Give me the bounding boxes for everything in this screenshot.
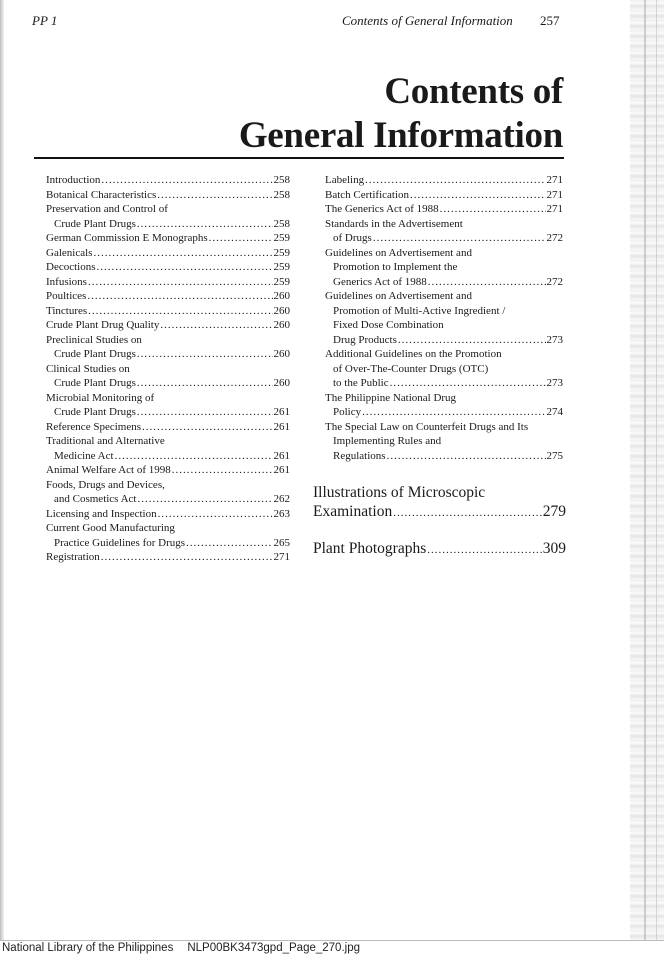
leader-dots xyxy=(365,173,545,188)
toc-entry[interactable] xyxy=(325,391,563,420)
toc-entry-title: Promotion to Implement the xyxy=(333,261,458,273)
toc-entry-row xyxy=(325,405,563,420)
page-title xyxy=(239,70,563,158)
toc-entry-title: Preservation and Control of xyxy=(46,203,168,215)
toc-column-right xyxy=(325,173,563,463)
toc-entry[interactable] xyxy=(325,173,563,188)
toc-entry-page: 261 xyxy=(273,449,290,462)
toc-entry-line xyxy=(325,420,563,435)
toc-entry-row xyxy=(325,333,563,348)
toc-column-left xyxy=(46,173,290,565)
toc-entry-title: of Drugs xyxy=(333,232,372,244)
toc-entry-row xyxy=(46,304,290,319)
toc-entry-row xyxy=(46,188,290,203)
toc-entry[interactable] xyxy=(325,347,563,391)
toc-entry-row xyxy=(46,550,290,565)
toc-entry[interactable] xyxy=(325,420,563,464)
leader-dots xyxy=(101,173,272,188)
leader-dots xyxy=(138,492,273,507)
leader-dots xyxy=(88,304,272,319)
toc-entry[interactable] xyxy=(46,231,290,246)
toc-entry-page: 260 xyxy=(273,319,290,331)
toc-entry[interactable] xyxy=(46,289,290,304)
toc-entry-title: Drug Products xyxy=(333,333,397,346)
toc-entry-page: 263 xyxy=(273,507,290,520)
scan-edge-right xyxy=(630,0,664,940)
toc-entry-page: 259 xyxy=(273,275,290,288)
toc-entry-row xyxy=(325,188,563,203)
toc-entry[interactable] xyxy=(325,217,563,246)
toc-entry-row xyxy=(46,463,290,478)
toc-entry-line xyxy=(46,202,290,217)
toc-entry-row xyxy=(46,536,290,551)
toc-entry-title: Promotion of Multi-Active Ingredient / xyxy=(333,304,506,317)
toc-entry-line xyxy=(325,434,563,449)
toc-entry-page: 261 xyxy=(273,406,290,418)
toc-entry[interactable] xyxy=(46,420,290,435)
toc-entry[interactable] xyxy=(46,188,290,203)
toc-entry-title: Galenicals xyxy=(46,246,93,259)
footer xyxy=(2,942,360,954)
toc-entry-row xyxy=(46,173,290,188)
leader-dots xyxy=(186,536,272,551)
toc-entry-title: Practice Guidelines for Drugs xyxy=(54,536,186,549)
toc-entry-page: 262 xyxy=(273,493,290,505)
toc-major-plants-label: Plant Photographs xyxy=(313,540,427,557)
toc-entry-row xyxy=(46,231,290,246)
toc-entry-page: 272 xyxy=(546,232,563,244)
toc-entry-page: 273 xyxy=(546,377,563,389)
toc-major-illustrations-line1: Illustrations of Microscopic xyxy=(313,484,486,501)
toc-entry-page: 273 xyxy=(546,333,563,346)
toc-entry-title: Medicine Act xyxy=(54,449,114,462)
leader-dots xyxy=(137,376,273,391)
toc-entry-page: 259 xyxy=(273,261,290,273)
header-left-label: PP 1 xyxy=(32,13,58,28)
toc-entry-page: 260 xyxy=(273,304,290,317)
toc-entry-title: Poultices xyxy=(46,290,87,302)
toc-entry[interactable] xyxy=(46,202,290,231)
toc-entry-line xyxy=(325,362,563,377)
toc-entry-title: of Over-The-Counter Drugs (OTC) xyxy=(333,362,489,375)
toc-entry-title: Tinctures xyxy=(46,304,88,317)
footer-library: National Library of the Philippines xyxy=(2,942,174,954)
toc-entry-page: 258 xyxy=(273,217,290,230)
toc-entry[interactable] xyxy=(46,333,290,362)
leader-dots xyxy=(160,318,272,333)
toc-entry[interactable] xyxy=(46,521,290,550)
leader-dots xyxy=(93,246,272,261)
leader-dots xyxy=(157,188,272,203)
toc-entry-line xyxy=(325,304,563,319)
leader-dots xyxy=(137,347,273,362)
toc-entry-line xyxy=(46,333,290,348)
toc-entry-line xyxy=(325,318,563,333)
toc-entry-title: Animal Welfare Act of 1998 xyxy=(46,464,171,476)
toc-entry-title: Policy xyxy=(333,406,362,418)
leader-dots xyxy=(115,449,273,464)
toc-entry[interactable] xyxy=(46,318,290,333)
leader-dots xyxy=(172,463,273,478)
leader-dots xyxy=(137,405,273,420)
toc-entry-row xyxy=(46,260,290,275)
toc-entry[interactable] xyxy=(325,289,563,347)
toc-major-illustrations-page: 279 xyxy=(542,503,566,520)
page-number: 257 xyxy=(540,13,560,28)
leader-dots xyxy=(393,507,542,519)
toc-entry-row xyxy=(325,231,563,246)
toc-entry[interactable] xyxy=(325,246,563,290)
toc-entry-page: 271 xyxy=(546,174,563,186)
leader-dots xyxy=(142,420,273,435)
running-header-title: Contents of General Information xyxy=(342,13,513,28)
toc-entry-row xyxy=(46,246,290,261)
footer-file: NLP00BK3473gpd_Page_270.jpg xyxy=(187,942,360,954)
leader-dots xyxy=(390,376,546,391)
leader-dots xyxy=(87,289,272,304)
toc-entry-line xyxy=(46,434,290,449)
toc-entry[interactable] xyxy=(46,391,290,420)
toc-entry[interactable] xyxy=(46,246,290,261)
toc-entry-row xyxy=(325,376,563,391)
toc-entry[interactable] xyxy=(46,434,290,463)
toc-entry-page: 261 xyxy=(273,420,290,433)
toc-entry-title: Registration xyxy=(46,551,100,563)
toc-entry[interactable] xyxy=(46,478,290,507)
toc-entry-line xyxy=(46,362,290,377)
toc-entry-row xyxy=(46,289,290,304)
toc-major-illustrations[interactable] xyxy=(313,503,566,521)
leader-dots xyxy=(410,188,546,203)
toc-entry[interactable] xyxy=(46,550,290,565)
toc-entry-page: 260 xyxy=(273,377,290,389)
toc-entry-page: 275 xyxy=(546,449,563,462)
toc-entry-page: 259 xyxy=(273,246,290,259)
toc-entry-row xyxy=(325,173,563,188)
toc-entry-page: 271 xyxy=(546,203,563,215)
toc-major-plants[interactable] xyxy=(313,540,566,558)
toc-entry-line xyxy=(46,391,290,406)
toc-entry-row xyxy=(46,449,290,464)
toc-entry-title: Licensing and Inspection xyxy=(46,507,157,520)
leader-dots xyxy=(96,260,272,275)
toc-entry-title: to the Public xyxy=(333,377,389,389)
toc-entry-line xyxy=(325,217,563,232)
leader-dots xyxy=(158,507,273,522)
toc-entry-title: Decoctions xyxy=(46,261,96,273)
toc-entry-row xyxy=(46,492,290,507)
toc-entry-line xyxy=(325,260,563,275)
leader-dots xyxy=(362,405,545,420)
toc-entry-title: German Commission E Monographs xyxy=(46,232,208,244)
toc-entry-page: 260 xyxy=(273,290,290,302)
toc-entry-title: The Philippine National Drug xyxy=(325,391,457,404)
toc-entry-page: 271 xyxy=(546,188,563,201)
toc-entry-title: Fixed Dose Combination xyxy=(333,319,444,331)
toc-entry[interactable] xyxy=(325,188,563,203)
toc-major-illustrations-line2: Examination xyxy=(313,503,393,520)
toc-entry-page: 260 xyxy=(273,348,290,360)
toc-entry-row xyxy=(46,420,290,435)
toc-entry-title: Botanical Characteristics xyxy=(46,188,157,201)
toc-entry-title: Generics Act of 1988 xyxy=(333,275,427,288)
toc-entry-title: Crude Plant Drugs xyxy=(54,348,136,360)
title-rule xyxy=(34,157,564,159)
toc-entry-page: 258 xyxy=(273,174,290,186)
scan-edge-line xyxy=(644,0,646,940)
toc-entry[interactable] xyxy=(46,362,290,391)
leader-dots xyxy=(440,202,546,217)
leader-dots xyxy=(398,333,546,348)
toc-entry-row xyxy=(325,449,563,464)
toc-entry-title: Implementing Rules and xyxy=(333,435,442,447)
toc-entry-row xyxy=(325,275,563,290)
toc-entry[interactable] xyxy=(46,304,290,319)
toc-entry-title: Current Good Manufacturing xyxy=(46,522,175,534)
toc-entry[interactable] xyxy=(325,202,563,217)
toc-entry-row xyxy=(46,347,290,362)
toc-entry[interactable] xyxy=(46,507,290,522)
toc-entry-title: Additional Guidelines on the Promotion xyxy=(325,348,502,360)
toc-entry-row xyxy=(46,217,290,232)
toc-entry-row xyxy=(46,405,290,420)
toc-entry-title: Reference Specimens xyxy=(46,420,141,433)
toc-major-plants-page: 309 xyxy=(542,540,566,557)
leader-dots xyxy=(88,275,273,290)
toc-entry-title: Batch Certification xyxy=(325,188,409,201)
leader-dots xyxy=(387,449,546,464)
toc-entry-row xyxy=(46,507,290,522)
toc-entry-title: The Special Law on Counterfeit Drugs and Its xyxy=(325,420,529,433)
toc-entry[interactable] xyxy=(46,173,290,188)
toc-entry-title: Traditional and Alternative xyxy=(46,435,165,447)
toc-entry-title: Labeling xyxy=(325,174,365,186)
toc-entry-page: 258 xyxy=(273,188,290,201)
toc-entry-title: Foods, Drugs and Devices, xyxy=(46,478,165,491)
toc-entry[interactable] xyxy=(46,463,290,478)
leader-dots xyxy=(427,544,542,556)
toc-entry[interactable] xyxy=(46,260,290,275)
toc-entry-title: Crude Plant Drugs xyxy=(54,217,136,230)
leader-dots xyxy=(137,217,273,232)
toc-entry-title: Crude Plant Drugs xyxy=(54,377,136,389)
toc-entry-title: Infusions xyxy=(46,275,87,288)
toc-entry-row xyxy=(46,275,290,290)
toc-entry-line xyxy=(325,289,563,304)
toc-entry-page: 272 xyxy=(546,275,563,288)
leader-dots xyxy=(428,275,546,290)
scan-edge-line xyxy=(656,0,657,940)
toc-entry-row xyxy=(325,202,563,217)
toc-entry-title: Crude Plant Drug Quality xyxy=(46,319,160,331)
toc-entry-line xyxy=(46,521,290,536)
leader-dots xyxy=(209,231,273,246)
toc-entry-title: Preclinical Studies on xyxy=(46,333,142,346)
toc-entry-title: and Cosmetics Act xyxy=(54,493,137,505)
footer-rule xyxy=(0,940,664,941)
toc-entry-title: Introduction xyxy=(46,174,101,186)
toc-entry-title: Crude Plant Drugs xyxy=(54,406,136,418)
toc-entry-title: The Generics Act of 1988 xyxy=(325,203,439,215)
toc-entry-page: 261 xyxy=(273,464,290,476)
page-title-line1: Contents of xyxy=(384,71,563,112)
toc-entry-row xyxy=(46,318,290,333)
toc-entry-page: 265 xyxy=(273,536,290,549)
page-title-line2: General Information xyxy=(238,115,563,156)
toc-entry-line xyxy=(325,391,563,406)
toc-entry-line xyxy=(46,478,290,493)
toc-entry-title: Microbial Monitoring of xyxy=(46,391,155,404)
toc-entry-title: Guidelines on Advertisement and xyxy=(325,246,472,259)
toc-entry-line xyxy=(325,347,563,362)
toc-entry[interactable] xyxy=(46,275,290,290)
toc-entry-title: Guidelines on Advertisement and xyxy=(325,290,472,302)
leader-dots xyxy=(373,231,546,246)
toc-entry-title: Clinical Studies on xyxy=(46,362,130,375)
leader-dots xyxy=(101,550,273,565)
toc-entry-line xyxy=(325,246,563,261)
toc-entry-row xyxy=(46,376,290,391)
toc-entry-page: 274 xyxy=(546,406,563,418)
toc-entry-title: Standards in the Advertisement xyxy=(325,217,463,230)
toc-entry-page: 271 xyxy=(273,551,290,563)
toc-entry-title: Regulations xyxy=(333,449,386,462)
toc-entry-page: 259 xyxy=(273,232,290,244)
scan-edge-left xyxy=(0,0,4,940)
